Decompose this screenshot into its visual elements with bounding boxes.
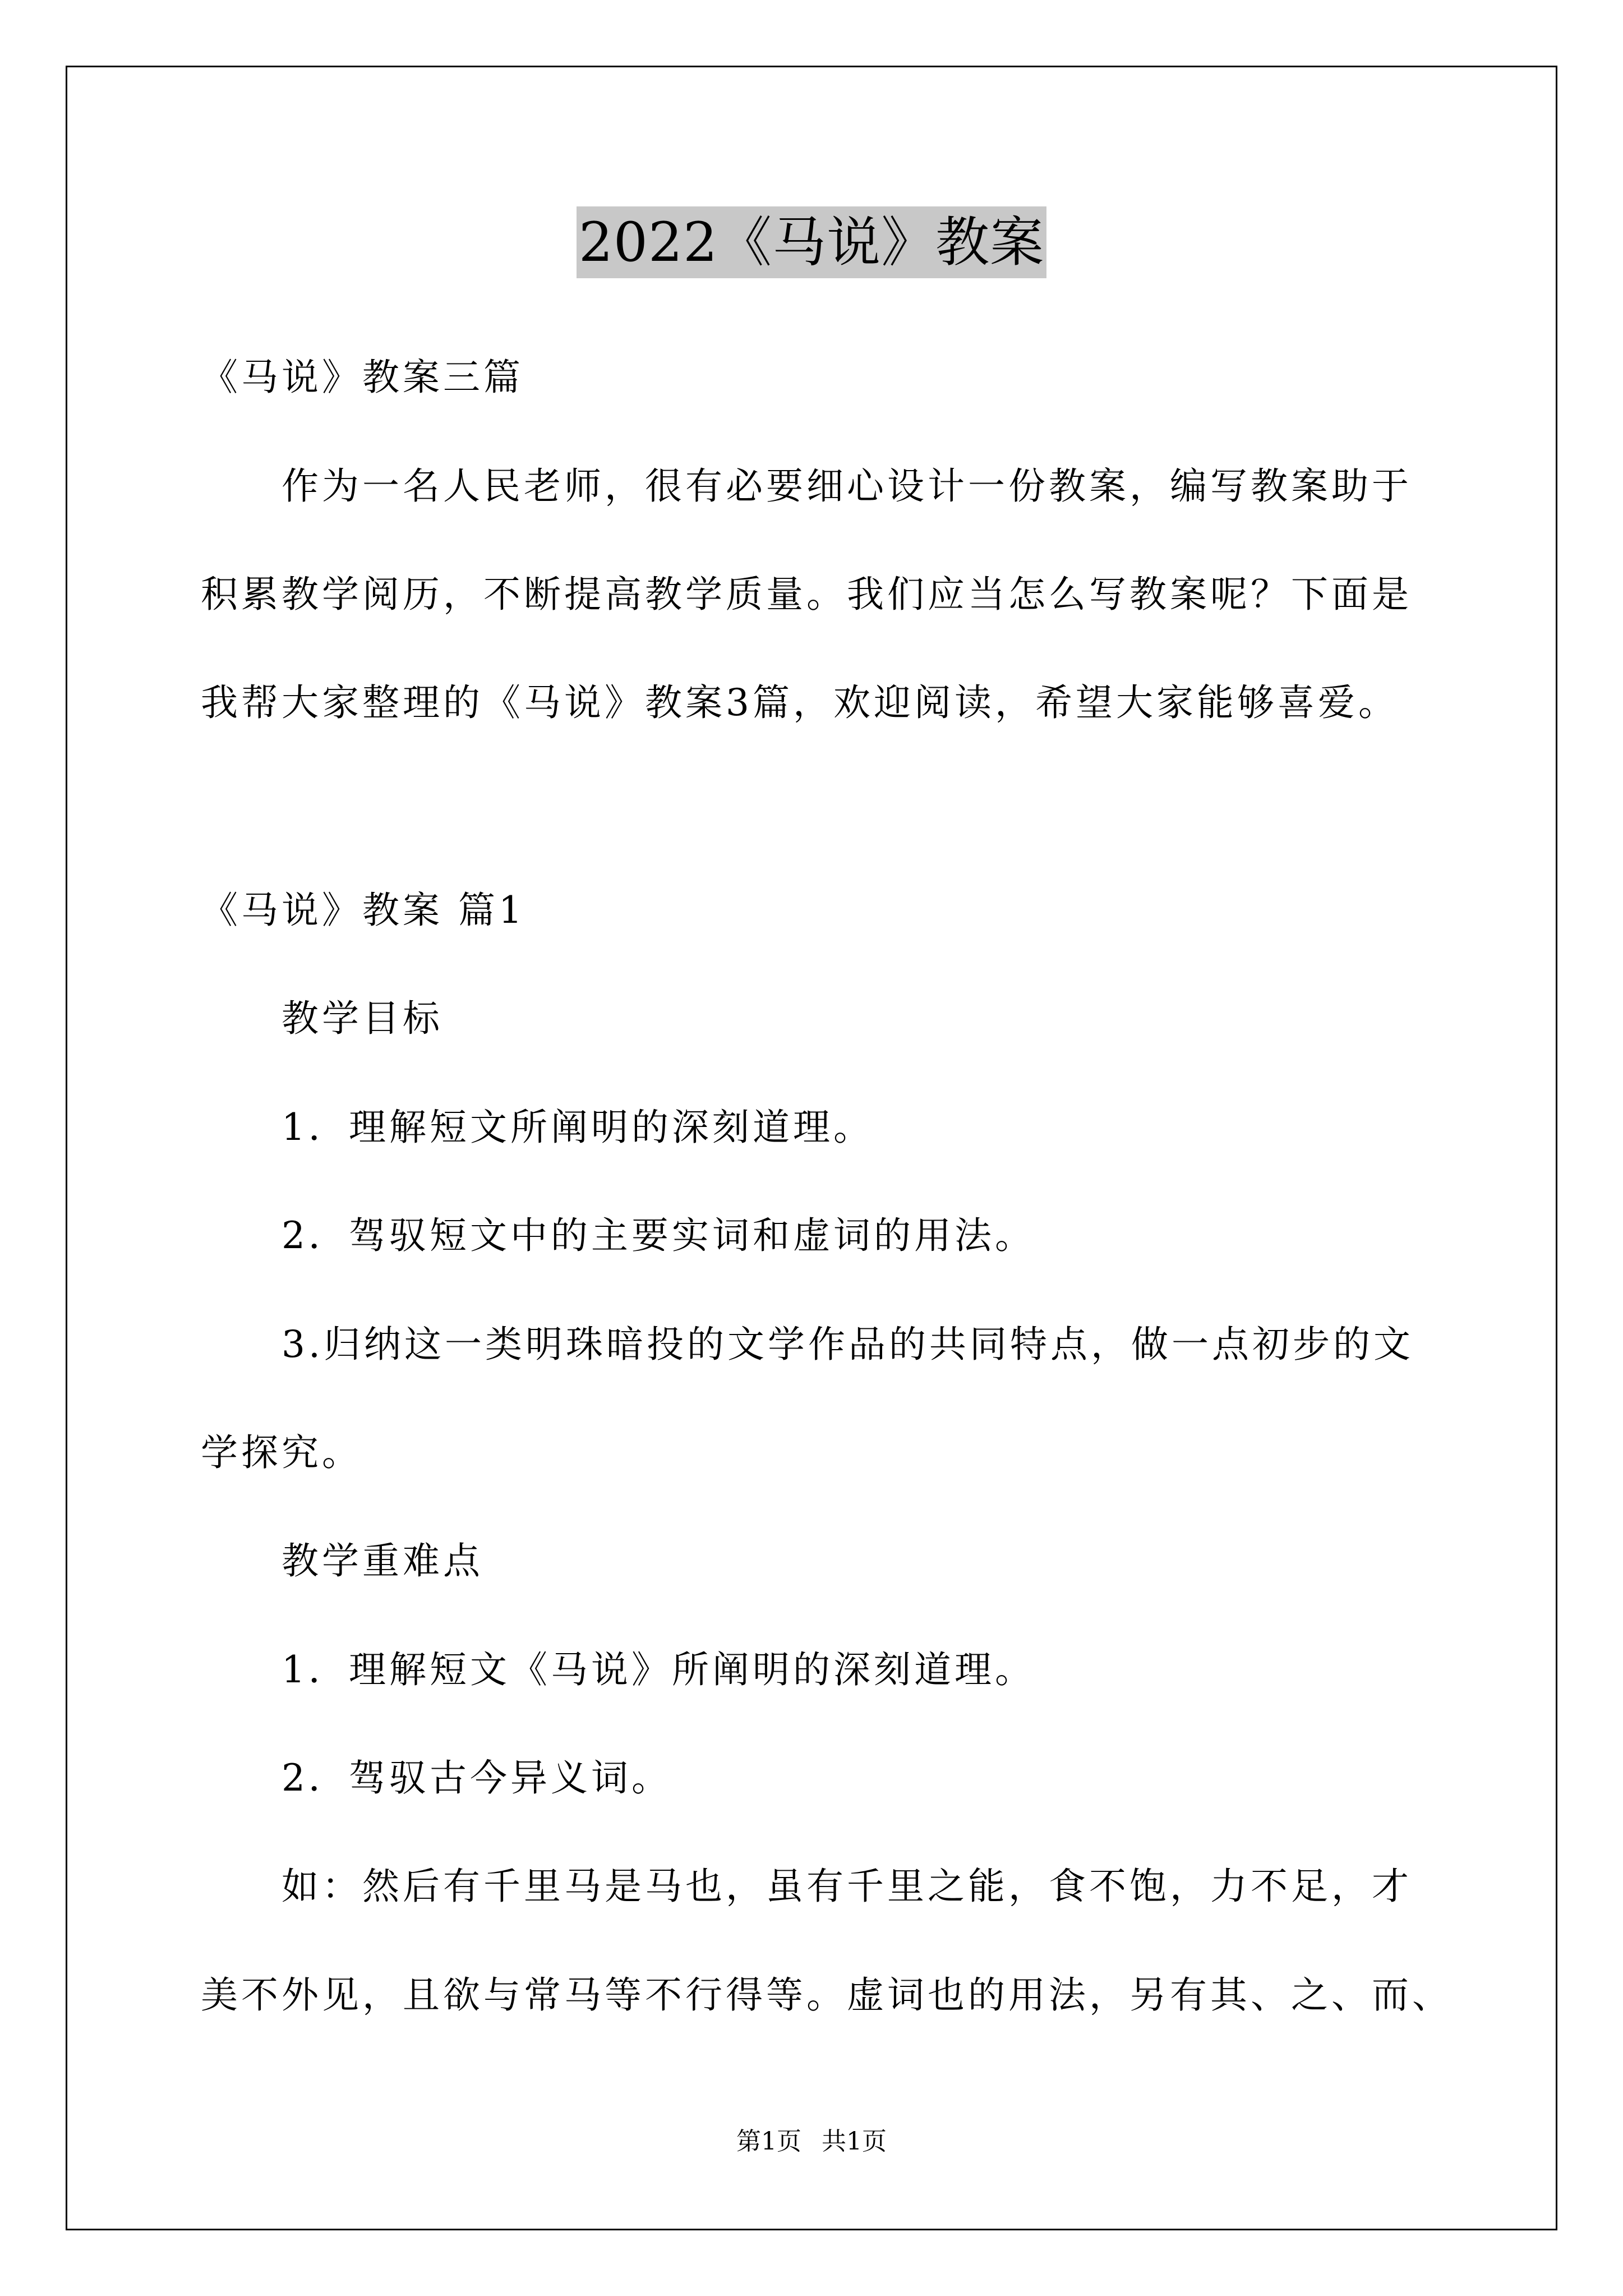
page-footer bbox=[0, 2125, 1623, 2159]
goals-heading: 教学目标 bbox=[282, 997, 443, 1040]
subtitle: 《马说》教案三篇 bbox=[201, 356, 524, 399]
difficulty-item-1: 1．理解短文《马说》所阐明的深刻道理。 bbox=[282, 1648, 1035, 1691]
title-container bbox=[0, 206, 1623, 278]
difficulty-item-2: 2．驾驭古今异义词。 bbox=[282, 1756, 672, 1800]
goal-item-3-continued: 学探究。 bbox=[201, 1431, 362, 1474]
difficulty-heading: 教学重难点 bbox=[282, 1539, 483, 1582]
intro-line-3: 我帮大家整理的《马说》教案3篇，欢迎阅读，希望大家能够喜爱。 bbox=[201, 681, 1399, 724]
page-number: 第1页 bbox=[736, 2127, 801, 2156]
goal-item-2: 2．驾驭短文中的主要实词和虚词的用法。 bbox=[282, 1214, 1035, 1257]
goal-item-1: 1．理解短文所阐明的深刻道理。 bbox=[282, 1106, 874, 1149]
intro-line-1: 作为一名人民老师，很有必要细心设计一份教案，编写教案助于 bbox=[282, 464, 1412, 508]
example-line-2: 美不外见，且欲与常马等不行得等。虚词也的用法，另有其、之、而、 bbox=[201, 1973, 1453, 2017]
section-heading: 《马说》教案 篇1 bbox=[201, 889, 525, 932]
goal-item-3: 3.归纳这一类明珠暗投的文学作品的共同特点，做一点初步的文 bbox=[282, 1323, 1414, 1366]
page-total: 共1页 bbox=[822, 2127, 887, 2156]
document-title: 2022《马说》教案 bbox=[577, 206, 1046, 278]
intro-line-2: 积累教学阅历，不断提高教学质量。我们应当怎么写教案呢？下面是 bbox=[201, 573, 1412, 616]
example-line-1: 如：然后有千里马是马也，虽有千里之能，食不饱，力不足，才 bbox=[282, 1865, 1412, 1908]
